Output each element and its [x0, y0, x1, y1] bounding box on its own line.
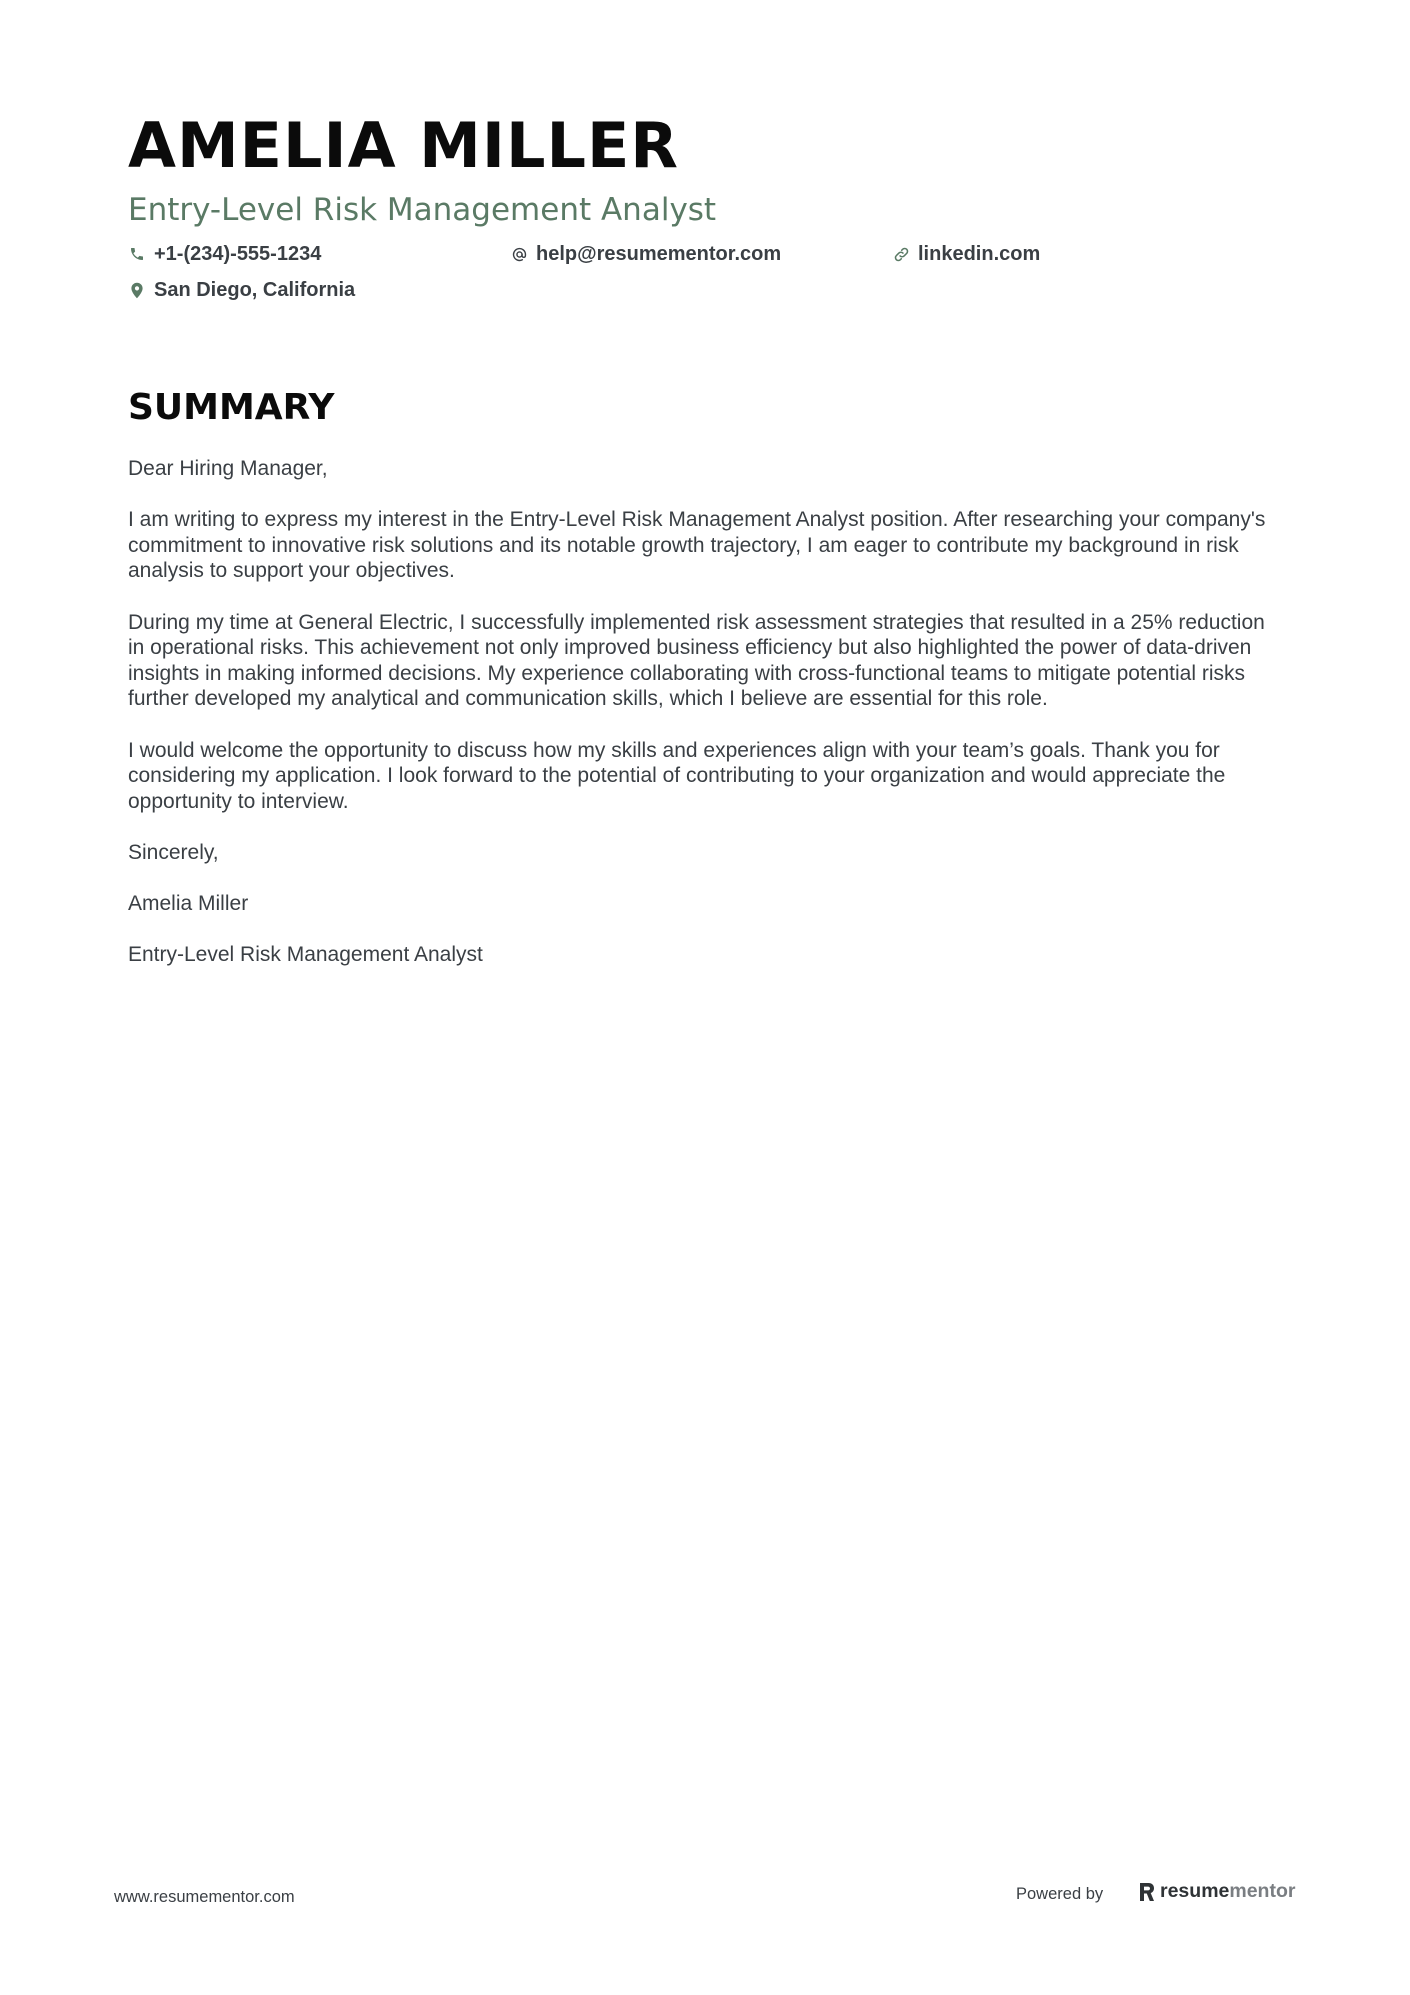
letter-greeting: Dear Hiring Manager, — [128, 457, 328, 480]
candidate-name: AMELIA MILLER — [128, 109, 680, 182]
link-icon — [892, 245, 910, 263]
letter-body — [128, 456, 1278, 993]
phone-icon — [128, 245, 146, 263]
location-pin-icon — [128, 281, 146, 299]
powered-by-label: Powered by — [1016, 1885, 1104, 1903]
signature-title: Entry-Level Risk Management Analyst — [128, 943, 483, 967]
location-text: San Diego, California — [154, 279, 356, 301]
phone-text: +1-(234)-555-1234 — [154, 243, 322, 265]
brand-text-resume: resume — [1160, 1880, 1230, 1902]
candidate-title: Entry-Level Risk Management Analyst — [128, 192, 717, 228]
contact-location — [128, 277, 355, 303]
email-text: help@resumementor.com — [536, 243, 782, 265]
contact-link[interactable] — [892, 241, 1040, 267]
resumementor-brand[interactable] — [1138, 1880, 1295, 1903]
letter-paragraph-3: I would welcome the opportunity to discuss how my skills and experiences align with your team’s goals. Thank you for considering my application. I look forward to the potential of contributing to your organization and would appreciate the opportunity to interview. — [128, 738, 1226, 813]
letter-paragraph-2: During my time at General Electric, I successfully implemented risk assessment strategies that resulted in a 25% reduction in operational risks. This achievement not only improved business efficiency but also highlighted the power of data-driven insights in making informed decisions. My experience collaborating with cross-functional teams to mitigate potential risks further developed my analytical and communication skills, which I believe are essential for this role. — [128, 610, 1265, 711]
signature-name: Amelia Miller — [128, 892, 249, 916]
footer-website[interactable]: www.resumementor.com — [114, 1888, 295, 1906]
resumementor-logo-icon — [1138, 1881, 1156, 1903]
letter-closing: Sincerely, — [128, 840, 219, 864]
section-title-summary: SUMMARY — [128, 387, 335, 428]
at-icon — [510, 245, 528, 263]
link-text: linkedin.com — [918, 243, 1041, 265]
contact-email[interactable] — [510, 241, 781, 267]
contact-phone — [128, 241, 321, 267]
brand-text-mentor: mentor — [1229, 1880, 1296, 1902]
letter-paragraph-1: I am writing to express my interest in the Entry-Level Risk Management Analyst position. After researching your company's commitment to innovative risk solutions and its notable growth trajectory, I am eager to contribute my background in risk analysis to support your objectives. — [128, 508, 1266, 583]
